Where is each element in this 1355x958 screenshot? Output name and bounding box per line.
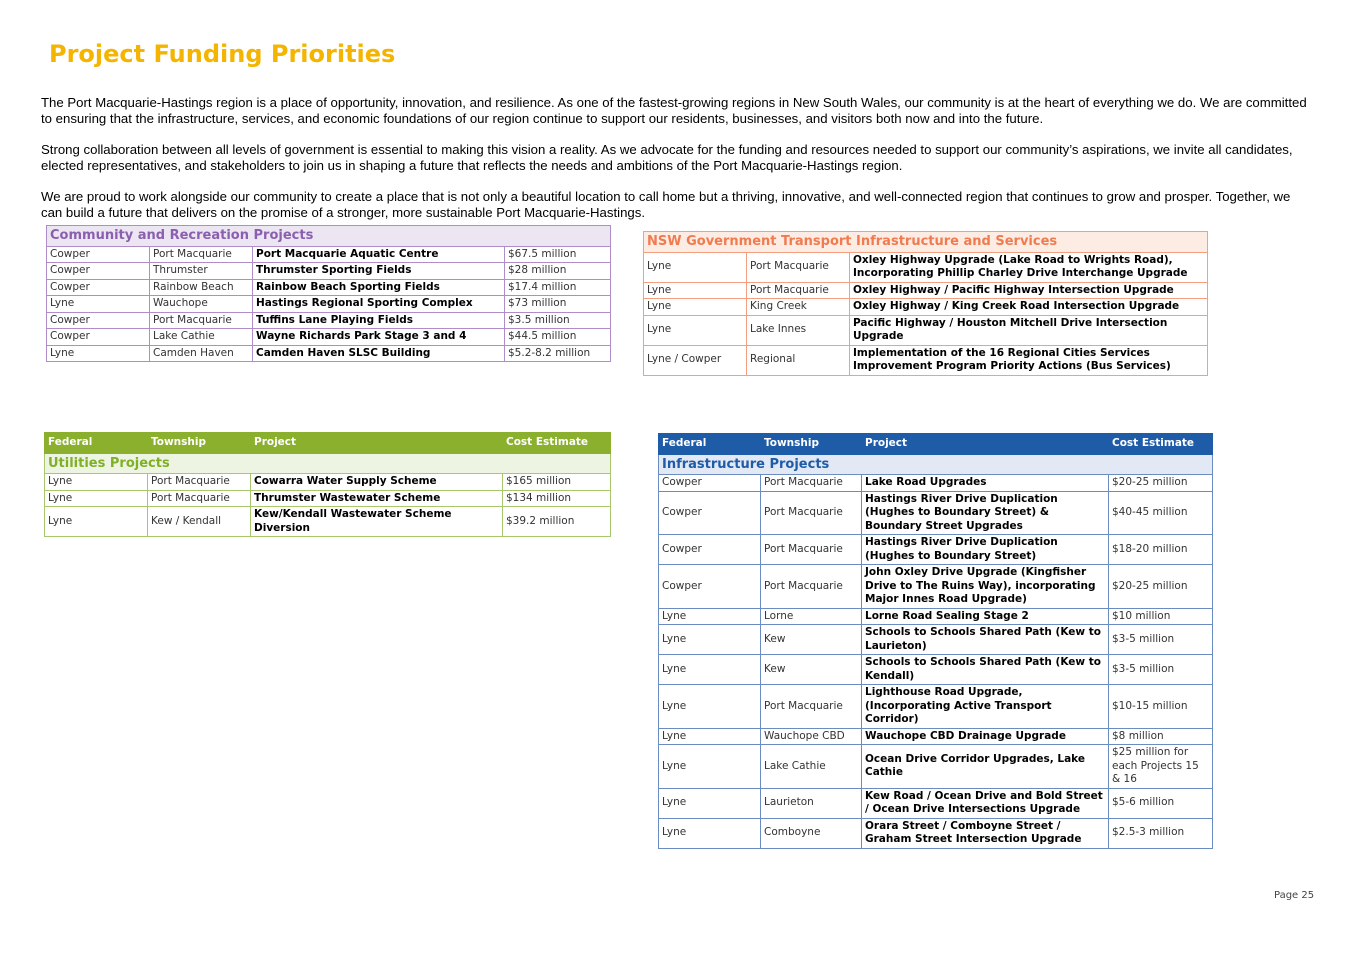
project-cell: Schools to Schools Shared Path (Kew to Kendall) bbox=[862, 655, 1109, 685]
cost-cell: $10 million bbox=[1109, 608, 1213, 625]
project-cell: John Oxley Drive Upgrade (Kingfisher Drive to The Ruins Way), incorporating Major Innes Road Upgrade) bbox=[862, 565, 1109, 609]
federal-cell: Cowper bbox=[47, 246, 150, 263]
federal-cell: Lyne bbox=[659, 788, 761, 818]
project-cell: Oxley Highway / King Creek Road Intersection Upgrade bbox=[850, 299, 1208, 316]
table-row bbox=[659, 818, 1213, 848]
township-cell: Port Macquarie bbox=[761, 475, 862, 492]
township-cell: Port Macquarie bbox=[761, 491, 862, 535]
federal-cell: Lyne bbox=[659, 625, 761, 655]
cost-cell: $8 million bbox=[1109, 728, 1213, 745]
township-cell: Lake Cathie bbox=[761, 745, 862, 789]
table-row bbox=[659, 655, 1213, 685]
table-row bbox=[659, 685, 1213, 729]
township-cell: Camden Haven bbox=[150, 345, 253, 362]
cost-cell: $3.5 million bbox=[505, 312, 611, 329]
cost-cell: $17.4 million bbox=[505, 279, 611, 296]
project-cell: Tuffins Lane Playing Fields bbox=[253, 312, 505, 329]
table-row bbox=[45, 490, 611, 507]
table-title: Utilities Projects bbox=[45, 453, 611, 474]
table-row bbox=[644, 345, 1208, 375]
cost-cell: $67.5 million bbox=[505, 246, 611, 263]
cost-cell: $3-5 million bbox=[1109, 625, 1213, 655]
page-number: Page 25 bbox=[1274, 890, 1315, 901]
table-title: Infrastructure Projects bbox=[659, 454, 1213, 475]
township-cell: Lake Innes bbox=[747, 315, 850, 345]
township-cell: Port Macquarie bbox=[150, 312, 253, 329]
federal-cell: Lyne bbox=[644, 252, 747, 282]
township-cell: Port Macquarie bbox=[761, 535, 862, 565]
cost-cell: $40-45 million bbox=[1109, 491, 1213, 535]
table-row bbox=[644, 299, 1208, 316]
table-row bbox=[47, 345, 611, 362]
township-cell: Lake Cathie bbox=[150, 329, 253, 346]
project-cell: Thrumster Wastewater Scheme bbox=[251, 490, 503, 507]
table-row bbox=[659, 745, 1213, 789]
header-cost-estimate: Cost Estimate bbox=[1109, 434, 1213, 455]
federal-cell: Cowper bbox=[47, 263, 150, 280]
table-row bbox=[644, 315, 1208, 345]
project-cell: Port Macquarie Aquatic Centre bbox=[253, 246, 505, 263]
table-header-row bbox=[659, 434, 1213, 455]
intro-text bbox=[41, 95, 1311, 236]
federal-cell: Lyne bbox=[659, 745, 761, 789]
header-project: Project bbox=[251, 433, 503, 454]
table-row bbox=[659, 788, 1213, 818]
table-row bbox=[47, 296, 611, 313]
intro-paragraph: The Port Macquarie-Hastings region is a place of opportunity, innovation, and resilience. As one of the fastest-growing regions in New South Wales, our community is at the heart of everything we do. We are committed to ensuring that the infrastructure, services, and economic foundations of our region continue to support our residents, businesses, and visitors both now and into the future. bbox=[41, 95, 1307, 126]
project-cell: Lake Road Upgrades bbox=[862, 475, 1109, 492]
table-row bbox=[644, 282, 1208, 299]
header-federal: Federal bbox=[45, 433, 148, 454]
project-cell: Cowarra Water Supply Scheme bbox=[251, 474, 503, 491]
header-federal: Federal bbox=[659, 434, 761, 455]
cost-cell: $44.5 million bbox=[505, 329, 611, 346]
township-cell: Laurieton bbox=[761, 788, 862, 818]
township-cell: Port Macquarie bbox=[148, 490, 251, 507]
federal-cell: Lyne / Cowper bbox=[644, 345, 747, 375]
cost-cell: $5-6 million bbox=[1109, 788, 1213, 818]
cost-cell: $20-25 million bbox=[1109, 565, 1213, 609]
infrastructure-table bbox=[658, 433, 1213, 849]
township-cell: Kew bbox=[761, 625, 862, 655]
federal-cell: Lyne bbox=[659, 728, 761, 745]
table-row bbox=[659, 535, 1213, 565]
header-township: Township bbox=[148, 433, 251, 454]
project-cell: Wauchope CBD Drainage Upgrade bbox=[862, 728, 1109, 745]
project-cell: Lorne Road Sealing Stage 2 bbox=[862, 608, 1109, 625]
project-cell: Orara Street / Comboyne Street / Graham Street Intersection Upgrade bbox=[862, 818, 1109, 848]
township-cell: Lorne bbox=[761, 608, 862, 625]
intro-paragraph: We are proud to work alongside our community to create a place that is not only a beautiful location to call home but a thriving, innovative, and well-connected region that continues to grow and prosper. Together, we can build a future that delivers on the promise of a stronger, more sustainable Port Macquarie-Hastings. bbox=[41, 188, 1291, 220]
project-cell: Implementation of the 16 Regional Cities Services Improvement Program Priority Actions (Bus Services) bbox=[850, 345, 1208, 375]
project-cell: Hastings River Drive Duplication (Hughes to Boundary Street) bbox=[862, 535, 1109, 565]
federal-cell: Lyne bbox=[659, 685, 761, 729]
cost-cell: $73 million bbox=[505, 296, 611, 313]
nsw-transport-table bbox=[643, 231, 1208, 376]
township-cell: Rainbow Beach bbox=[150, 279, 253, 296]
cost-cell: $3-5 million bbox=[1109, 655, 1213, 685]
federal-cell: Cowper bbox=[47, 279, 150, 296]
township-cell: Thrumster bbox=[150, 263, 253, 280]
project-cell: Lighthouse Road Upgrade, (Incorporating Active Transport Corridor) bbox=[862, 685, 1109, 729]
federal-cell: Cowper bbox=[659, 565, 761, 609]
township-cell: King Creek bbox=[747, 299, 850, 316]
federal-cell: Lyne bbox=[47, 345, 150, 362]
federal-cell: Lyne bbox=[45, 474, 148, 491]
federal-cell: Lyne bbox=[659, 818, 761, 848]
project-cell: Hastings Regional Sporting Complex bbox=[253, 296, 505, 313]
federal-cell: Cowper bbox=[659, 535, 761, 565]
federal-cell: Lyne bbox=[659, 608, 761, 625]
township-cell: Wauchope CBD bbox=[761, 728, 862, 745]
table-title: NSW Government Transport Infrastructure and Services bbox=[644, 232, 1208, 253]
project-cell: Wayne Richards Park Stage 3 and 4 bbox=[253, 329, 505, 346]
table-header-row bbox=[45, 433, 611, 454]
utilities-table bbox=[44, 432, 611, 537]
table-row bbox=[47, 279, 611, 296]
project-cell: Ocean Drive Corridor Upgrades, Lake Cathie bbox=[862, 745, 1109, 789]
project-cell: Hastings River Drive Duplication (Hughes to Boundary Street) & Boundary Street Upgrades bbox=[862, 491, 1109, 535]
cost-cell: $2.5-3 million bbox=[1109, 818, 1213, 848]
township-cell: Port Macquarie bbox=[761, 565, 862, 609]
table-row bbox=[47, 329, 611, 346]
township-cell: Port Macquarie bbox=[747, 282, 850, 299]
federal-cell: Lyne bbox=[644, 299, 747, 316]
township-cell: Port Macquarie bbox=[148, 474, 251, 491]
cost-cell: $39.2 million bbox=[503, 507, 611, 537]
township-cell: Regional bbox=[747, 345, 850, 375]
table-row bbox=[47, 312, 611, 329]
table-row bbox=[47, 263, 611, 280]
township-cell: Port Macquarie bbox=[747, 252, 850, 282]
table-row bbox=[47, 246, 611, 263]
header-project: Project bbox=[862, 434, 1109, 455]
project-cell: Kew/Kendall Wastewater Scheme Diversion bbox=[251, 507, 503, 537]
header-cost-estimate: Cost Estimate bbox=[503, 433, 611, 454]
federal-cell: Lyne bbox=[45, 507, 148, 537]
table-row bbox=[659, 728, 1213, 745]
table-title: Community and Recreation Projects bbox=[47, 226, 611, 247]
cost-cell: $165 million bbox=[503, 474, 611, 491]
federal-cell: Cowper bbox=[47, 329, 150, 346]
federal-cell: Lyne bbox=[659, 655, 761, 685]
header-township: Township bbox=[761, 434, 862, 455]
table-row bbox=[659, 565, 1213, 609]
table-row bbox=[659, 491, 1213, 535]
township-cell: Port Macquarie bbox=[150, 246, 253, 263]
township-cell: Comboyne bbox=[761, 818, 862, 848]
federal-cell: Lyne bbox=[644, 315, 747, 345]
cost-cell: $5.2-8.2 million bbox=[505, 345, 611, 362]
intro-paragraph: Strong collaboration between all levels of government is essential to making this vision a reality. As we advocate for the funding and resources needed to support our community’s aspirations, we invite all candidates, elected representatives, and stakeholders to join us in shaping a future that reflects the needs and ambitions of the Port Macquarie-Hastings region. bbox=[41, 141, 1293, 173]
federal-cell: Lyne bbox=[644, 282, 747, 299]
federal-cell: Cowper bbox=[659, 475, 761, 492]
cost-cell: $10-15 million bbox=[1109, 685, 1213, 729]
township-cell: Wauchope bbox=[150, 296, 253, 313]
township-cell: Kew bbox=[761, 655, 862, 685]
project-cell: Kew Road / Ocean Drive and Bold Street / Ocean Drive Intersections Upgrade bbox=[862, 788, 1109, 818]
project-cell: Thrumster Sporting Fields bbox=[253, 263, 505, 280]
table-row bbox=[644, 252, 1208, 282]
page-title: Project Funding Priorities bbox=[49, 40, 396, 68]
project-cell: Schools to Schools Shared Path (Kew to Laurieton) bbox=[862, 625, 1109, 655]
federal-cell: Cowper bbox=[47, 312, 150, 329]
project-cell: Camden Haven SLSC Building bbox=[253, 345, 505, 362]
table-row bbox=[659, 625, 1213, 655]
project-cell: Oxley Highway / Pacific Highway Intersection Upgrade bbox=[850, 282, 1208, 299]
federal-cell: Lyne bbox=[45, 490, 148, 507]
project-cell: Pacific Highway / Houston Mitchell Drive Intersection Upgrade bbox=[850, 315, 1208, 345]
community-recreation-table bbox=[46, 225, 611, 362]
cost-cell: $134 million bbox=[503, 490, 611, 507]
cost-cell: $25 million for each Projects 15 & 16 bbox=[1109, 745, 1213, 789]
federal-cell: Lyne bbox=[47, 296, 150, 313]
project-cell: Oxley Highway Upgrade (Lake Road to Wrights Road), Incorporating Phillip Charley Drive Interchange Upgrade bbox=[850, 252, 1208, 282]
township-cell: Kew / Kendall bbox=[148, 507, 251, 537]
table-row bbox=[659, 608, 1213, 625]
federal-cell: Cowper bbox=[659, 491, 761, 535]
township-cell: Port Macquarie bbox=[761, 685, 862, 729]
cost-cell: $18-20 million bbox=[1109, 535, 1213, 565]
table-row bbox=[45, 507, 611, 537]
cost-cell: $20-25 million bbox=[1109, 475, 1213, 492]
table-row bbox=[659, 475, 1213, 492]
project-cell: Rainbow Beach Sporting Fields bbox=[253, 279, 505, 296]
cost-cell: $28 million bbox=[505, 263, 611, 280]
table-row bbox=[45, 474, 611, 491]
